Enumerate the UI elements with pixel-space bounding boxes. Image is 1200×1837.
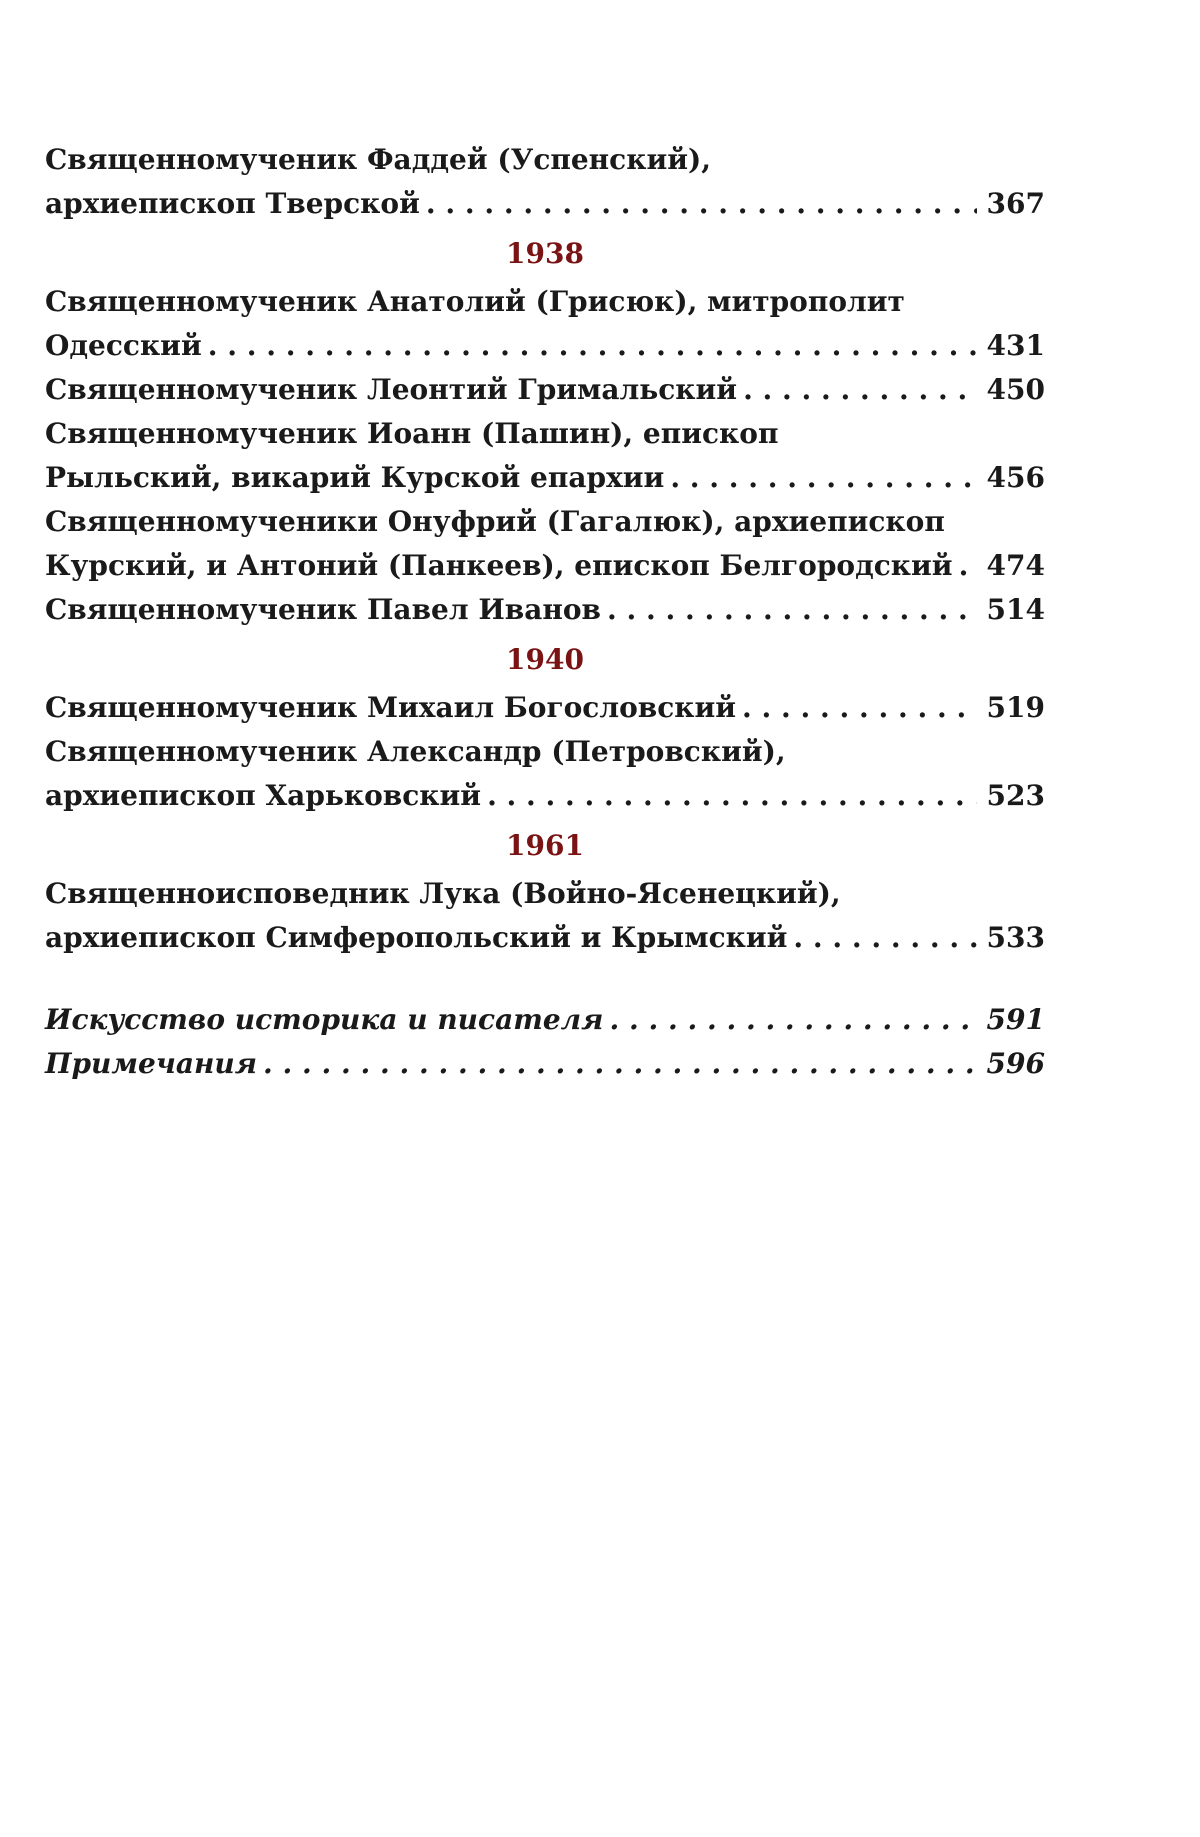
toc-entry-line: Священномученики Онуфрий (Гагалюк), архиепископ (45, 505, 945, 538)
toc-entry-title: архиепископ Харьковский (45, 779, 482, 812)
leader-dots (487, 774, 976, 818)
page-number: 523 (986, 779, 1045, 812)
toc-entry-title: Священномученик Павел Иванов (45, 593, 602, 626)
year-heading: 1961 (506, 829, 584, 862)
year-heading: 1940 (506, 643, 584, 676)
toc-entry-title: Примечания (45, 1047, 258, 1080)
leader-dots (263, 1042, 977, 1086)
toc-entry (45, 588, 1045, 632)
leader-dots (959, 544, 977, 588)
toc-entry-title: Одесский (45, 329, 202, 362)
toc-entry-title: Искусство историка и писателя (45, 1003, 604, 1036)
page-number: 456 (986, 461, 1045, 494)
page-number: 533 (986, 921, 1045, 954)
page-number: 596 (986, 1047, 1045, 1080)
toc-entry-line: Священномученик Александр (Петровский), (45, 735, 786, 768)
page-number: 367 (986, 187, 1045, 220)
page-number: 431 (986, 329, 1045, 362)
toc-entry-title: архиепископ Симферопольский и Крымский (45, 921, 788, 954)
page-number: 514 (986, 593, 1045, 626)
leader-dots (742, 686, 977, 730)
leader-dots (208, 324, 977, 368)
toc-entry (45, 368, 1045, 412)
leader-dots (607, 588, 977, 632)
toc-entry-line: Священномученик Фаддей (Успенский), (45, 143, 711, 176)
toc-entry (45, 500, 1045, 588)
toc-entry (45, 730, 1045, 818)
page-number: 474 (986, 549, 1045, 582)
toc-entry (45, 280, 1045, 368)
leader-dots (670, 456, 976, 500)
toc-entry-title: Рыльский, викарий Курской епархии (45, 461, 665, 494)
leader-dots (609, 998, 976, 1042)
page-number: 519 (986, 691, 1045, 724)
toc-entry (45, 1042, 1045, 1086)
page-number: 591 (986, 1003, 1045, 1036)
year-heading: 1938 (506, 237, 584, 270)
toc-entry-title: Священномученик Михаил Богословский (45, 691, 737, 724)
toc-entry-line: Священноисповедник Лука (Войно-Ясенецкий), (45, 877, 841, 910)
toc-entry (45, 686, 1045, 730)
toc-entry-title: Курский, и Антоний (Панкеев), епископ Белгородский (45, 549, 953, 582)
toc-entry-line: Священномученик Анатолий (Грисюк), митрополит (45, 285, 905, 318)
toc-entry-line: Священномученик Иоанн (Пашин), епископ (45, 417, 779, 450)
toc-entry (45, 872, 1045, 960)
leader-dots (426, 182, 977, 226)
toc-entry (45, 412, 1045, 500)
toc-entry (45, 998, 1045, 1042)
leader-dots (793, 916, 976, 960)
page-number: 450 (986, 373, 1045, 406)
toc-entry-title: Священномученик Леонтий Гримальский (45, 373, 738, 406)
toc-entry-title: архиепископ Тверской (45, 187, 420, 220)
table-of-contents (45, 138, 1045, 1086)
leader-dots (743, 368, 976, 412)
toc-entry (45, 138, 1045, 226)
